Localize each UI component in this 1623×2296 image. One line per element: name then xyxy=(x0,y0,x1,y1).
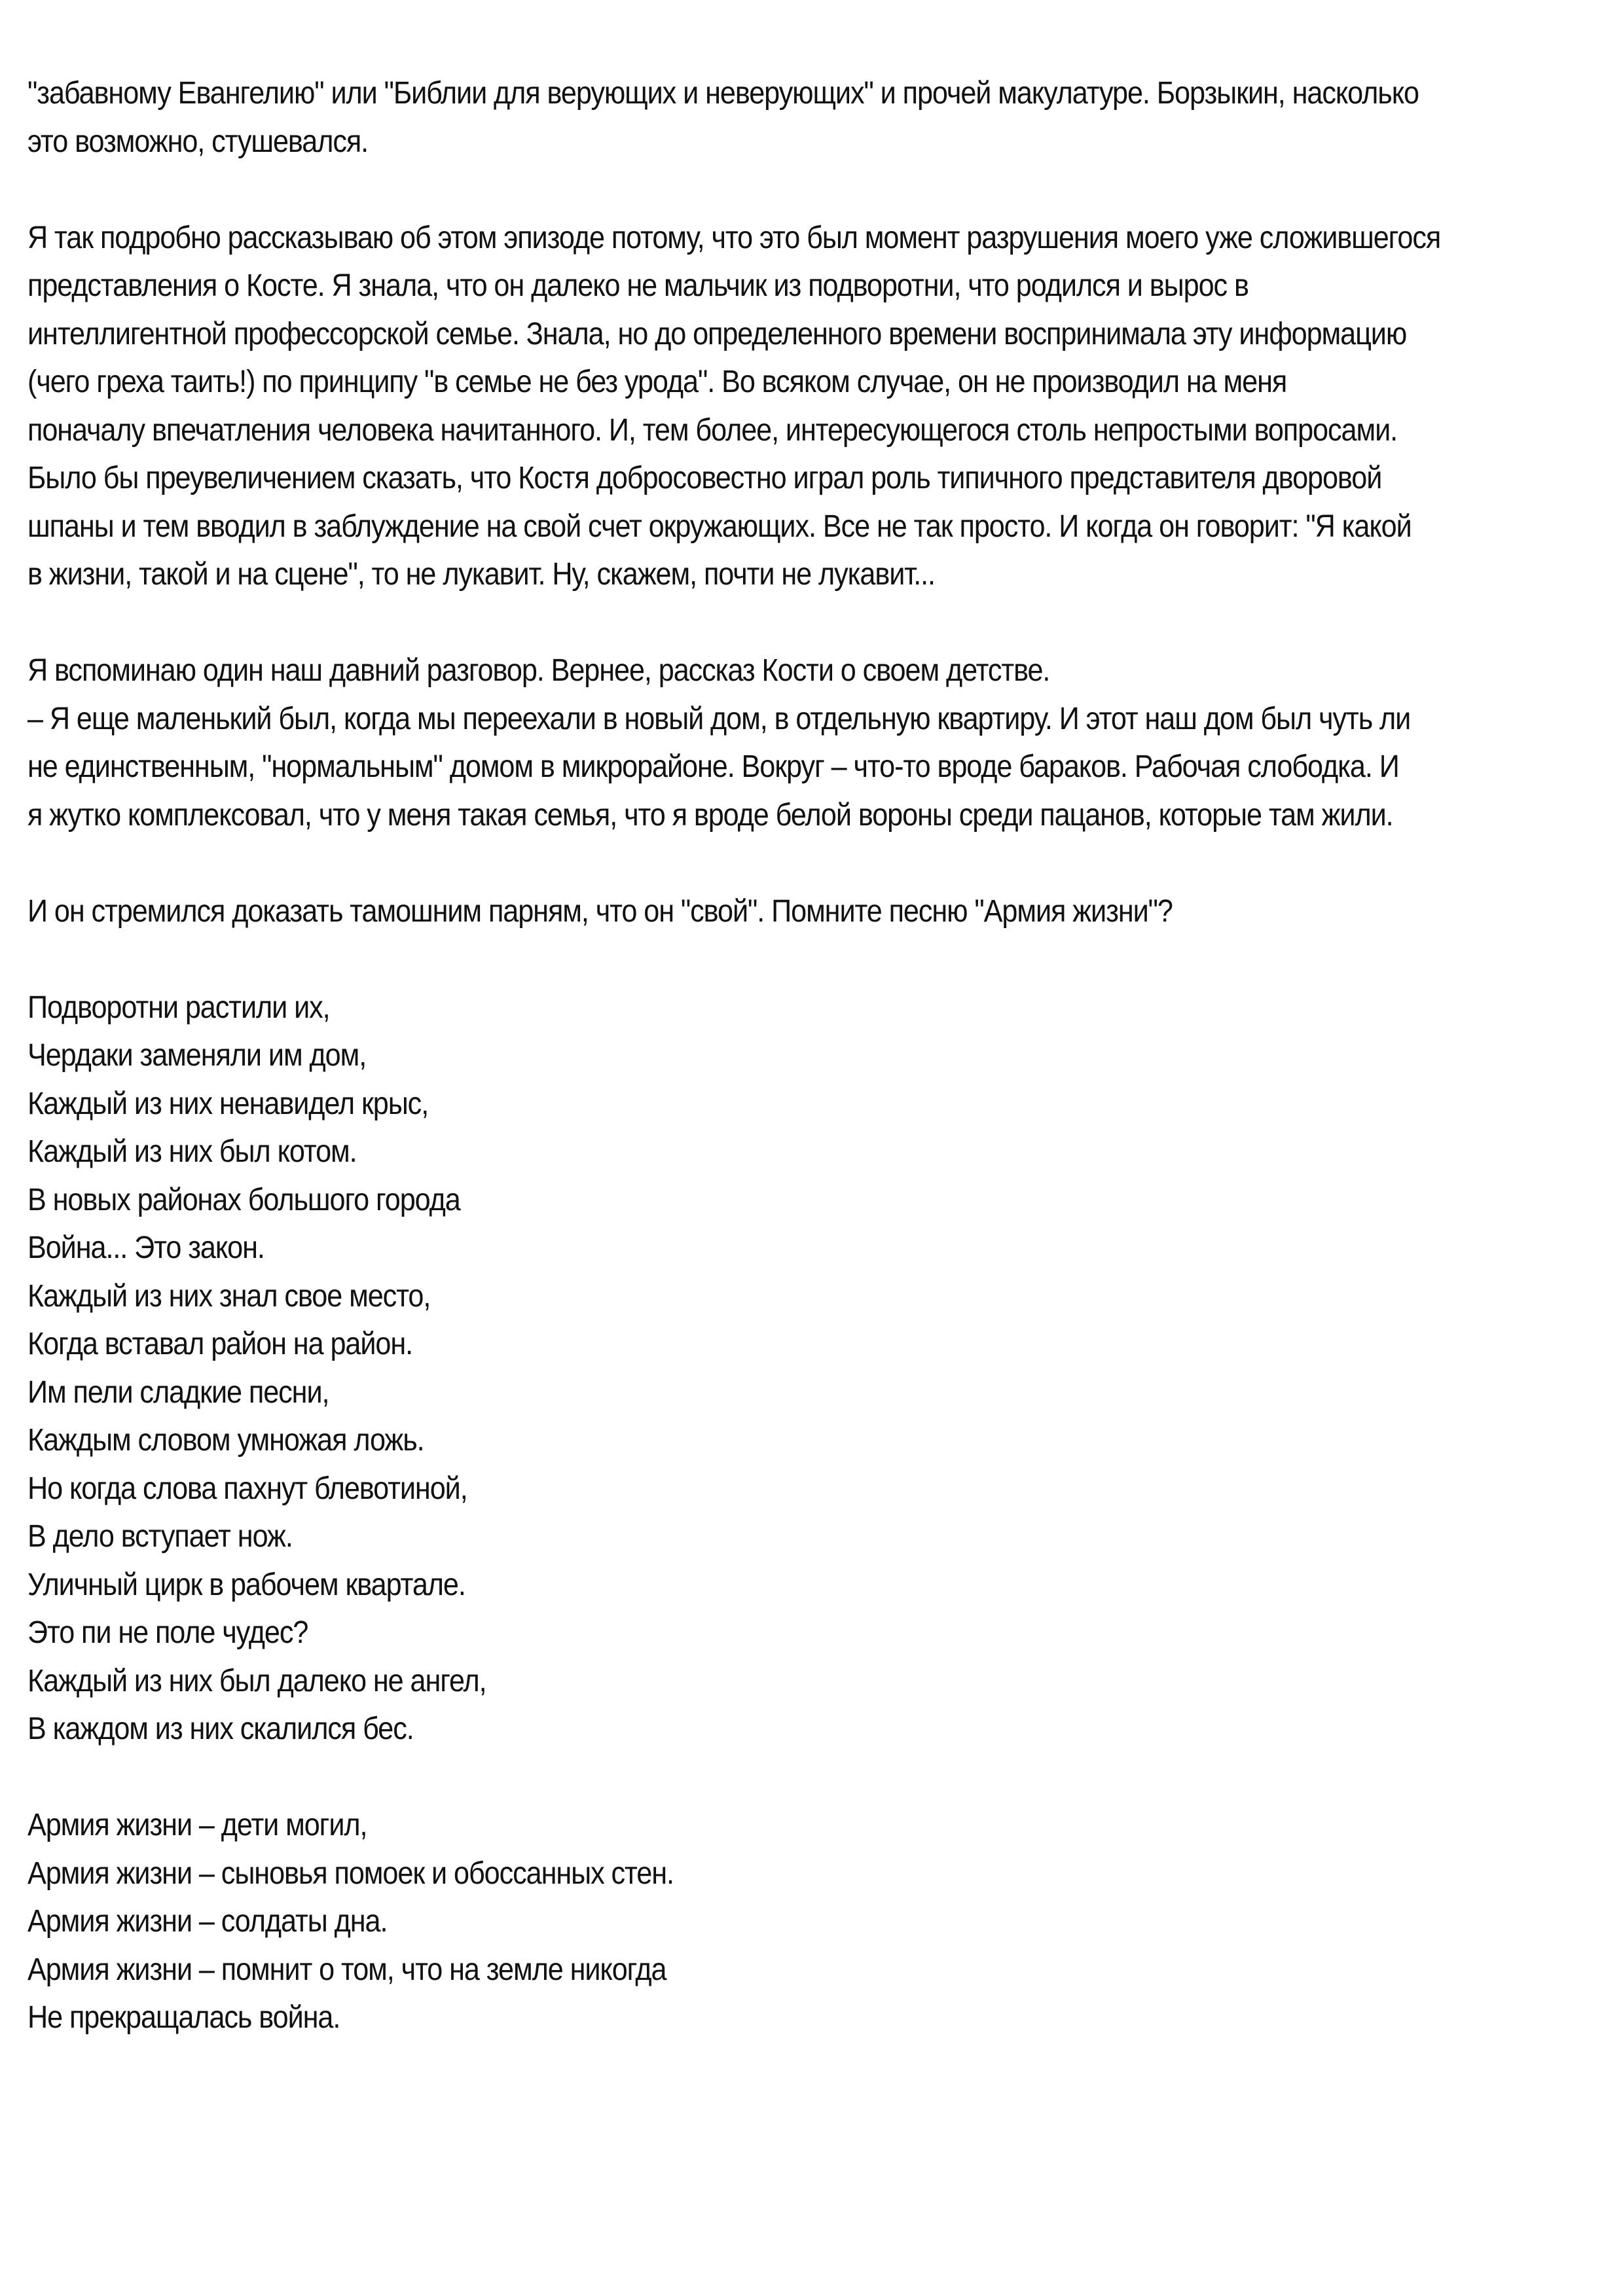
verse-line: Им пели сладкие песни, xyxy=(27,1374,329,1410)
text-line: шпаны и тем вводил в заблуждение на свой счет окружающих. Все не так просто. И когда он говорит: "Я какой xyxy=(27,509,1412,544)
verse-line: Армия жизни – дети могил, xyxy=(27,1808,367,1842)
verse-line: Каждым словом умножая ложь. xyxy=(27,1423,424,1458)
paragraph-song-intro xyxy=(27,888,1442,936)
verse-line: Армия жизни – помнит о том, что на земле никогда xyxy=(27,1952,666,1987)
text-line: это возможно, стушевался. xyxy=(27,124,369,159)
verse-line: В новых районах большого города xyxy=(27,1182,460,1217)
verse-line: Война... Это закон. xyxy=(27,1230,264,1265)
verse-line: Подворотни растили их, xyxy=(27,990,330,1025)
verse-line: Уличный цирк в рабочем квартале. xyxy=(27,1567,465,1602)
song-chorus xyxy=(27,1801,1442,2042)
verse-line: В каждом из них скалился бес. xyxy=(27,1712,414,1746)
text-line: – Я еще маленький был, когда мы переехали в новый дом, в отдельную квартиру. И этот наш дом был чуть ли xyxy=(27,701,1411,736)
text-line: не единственным, "нормальным" домом в микрорайоне. Вокруг – что-то вроде бараков. Рабочая слободка. И xyxy=(27,749,1399,784)
verse-line: Не прекращалась война. xyxy=(27,2000,340,2035)
text-line: И он стремился доказать тамошним парням, что он "свой". Помните песню "Армия жизни"? xyxy=(27,893,1173,929)
verse-line: Армия жизни – солдаты дна. xyxy=(27,1904,388,1939)
verse-line: Каждый из них был котом. xyxy=(27,1134,357,1169)
text-line: интеллигентной профессорской семье. Знала, но до определенного времени воспринимала эту информацию xyxy=(27,316,1407,351)
paragraph-childhood xyxy=(27,647,1442,839)
verse-line: Армия жизни – сыновья помоек и обоссанных стен. xyxy=(27,1856,674,1891)
text-line: поначалу впечатления человека начитанного. И, тем более, интересующегося столь непростыми вопросами. xyxy=(27,412,1398,448)
text-line: Было бы преувеличением сказать, что Костя добросовестно играл роль типичного представителя дворовой xyxy=(27,461,1382,495)
text-line: я жутко комплексовал, что у меня такая семья, что я вроде белой вороны среди пацанов, которые там жили. xyxy=(27,797,1393,833)
paragraph-episode xyxy=(27,214,1442,599)
text-line: (чего греха таить!) по принципу "в семье не без урода". Во всяком случае, он не производил на меня xyxy=(27,365,1287,399)
verse-line: В дело вступает нож. xyxy=(27,1519,293,1554)
text-line: "забавному Евангелию" или "Библии для верующих и неверующих" и прочей макулатуре. Борзыкин, насколько xyxy=(27,76,1419,111)
text-line: Я вспоминаю один наш давний разговор. Вернее, рассказ Кости о своем детстве. xyxy=(27,653,1050,688)
verse-line: Это пи не поле чудес? xyxy=(27,1615,308,1650)
verse-line: Чердаки заменяли им дом, xyxy=(27,1038,367,1073)
song-verse-1 xyxy=(27,984,1442,1753)
verse-line: Каждый из них ненавидел крыс, xyxy=(27,1086,429,1121)
verse-line: Каждый из них был далеко не ангел, xyxy=(27,1663,486,1698)
verse-line: Каждый из них знал свое место, xyxy=(27,1278,431,1314)
verse-line: Но когда слова пахнут блевотиной, xyxy=(27,1471,467,1506)
verse-line: Когда вставал район на район. xyxy=(27,1327,413,1361)
text-line: Я так подробно рассказываю об этом эпизоде потому, что это был момент разрушения моего уже сложившегося xyxy=(27,220,1441,255)
text-line: в жизни, такой и на сцене", то не лукавит. Ну, скажем, почти не лукавит... xyxy=(27,557,935,592)
paragraph-intro xyxy=(27,69,1442,166)
text-line: представления о Косте. Я знала, что он далеко не мальчик из подворотни, что родился и вырос в xyxy=(27,268,1249,303)
document-page xyxy=(27,69,1442,2090)
